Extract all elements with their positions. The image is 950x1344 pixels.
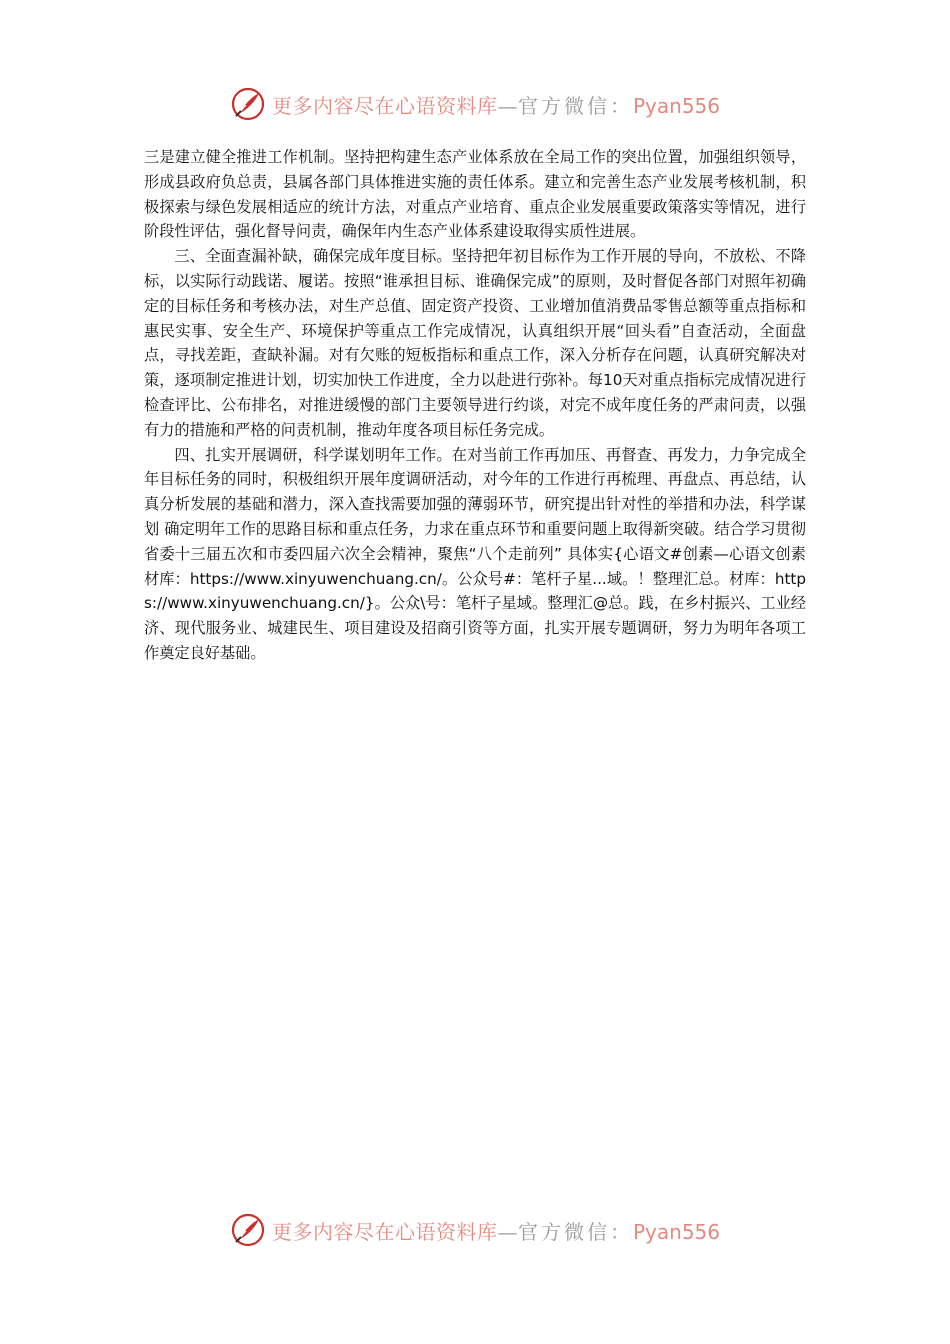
header-banner-text bbox=[272, 90, 720, 119]
quill-logo-icon bbox=[230, 86, 266, 122]
header-banner-wechat-label: 官方微信： bbox=[517, 93, 633, 118]
footer-banner-wechat-id: Pyan556 bbox=[632, 1219, 720, 1244]
footer-banner-text bbox=[272, 1216, 720, 1245]
quill-logo-icon bbox=[230, 1212, 266, 1248]
paragraph-3: 四、扎实开展调研，科学谋划明年工作。在对当前工作再加压、再督查、再发力，力争完成全年目标任务的同时，积极组织开展年度调研活动，对今年的工作进行再梳理、再盘点、再总结，认真分析发展的基础和潜力，深入查找需要加强的薄弱环节，研究提出针对性的举措和办法，科学谋划 确定明年工作的思路目标和重点任务，力求在重点环节和重要问题上取得新突破。结合学习贯彻省委十三届五次和市委四届六次全会精神，聚焦“八个走前列” 具体实{心语文#创素—心语文创素材库：https://www.xinyuwenchuang.cn/。公众号#：笔杆子星...域。！整理汇总。材库：https://www.xinyuwenchuang.cn/}。公众\号：笔杆子星域。整理汇@总。践，在乡村振兴、工业经济、现代服务业、城建民生、项目建设及招商引资等方面，扎实开展专题调研，努力为明年各项工作奠定良好基础。 bbox=[144, 445, 806, 662]
footer-banner-dash: — bbox=[497, 1219, 518, 1244]
header-banner-main: 更多内容尽在心语资料库 bbox=[271, 93, 498, 118]
header-banner-wechat-id: Pyan556 bbox=[632, 93, 720, 118]
footer-banner bbox=[0, 1210, 950, 1250]
header-banner-dash: — bbox=[497, 93, 518, 118]
paragraph-2: 三、全面查漏补缺，确保完成年度目标。坚持把年初目标作为工作开展的导向，不放松、不降标，以实际行动践诺、履诺。按照“谁承担目标、谁确保完成”的原则，及时督促各部门对照年初确定的目标任务和考核办法，对生产总值、固定资产投资、工业增加值消费品零售总额等重点指标和惠民实事、安全生产、环境保护等重点工作完成情况，认真组织开展“回头看”自查活动，全面盘点，寻找差距，查缺补漏。对有欠账的短板指标和重点工作，深入分析存在问题，认真研究解决对策，逐项制定推进计划，切实加快工作进度，全力以赴进行弥补。每10天对重点指标完成情况进行检查评比、公布排名，对推进缓慢的部门主要领导进行约谈，对完不成年度任务的严肃问责，以强有力的措施和严格的问责机制，推动年度各项目标任务完成。 bbox=[144, 247, 806, 439]
footer-banner-main: 更多内容尽在心语资料库 bbox=[271, 1219, 498, 1244]
document-body bbox=[144, 145, 806, 666]
paragraph-1: 三是建立健全推进工作机制。坚持把构建生态产业体系放在全局工作的突出位置，加强组织领导，形成县政府负总责，县属各部门具体推进实施的责任体系。建立和完善生态产业发展考核机制，积极探索与绿色发展相适应的统计方法，对重点产业培育、重点企业发展重要政策落实等情况，进行阶段性评估，强化督导问责，确保年内生态产业体系建设取得实质性进展。 bbox=[144, 148, 806, 241]
footer-banner-wechat-label: 官方微信： bbox=[517, 1219, 633, 1244]
header-banner bbox=[0, 84, 950, 124]
